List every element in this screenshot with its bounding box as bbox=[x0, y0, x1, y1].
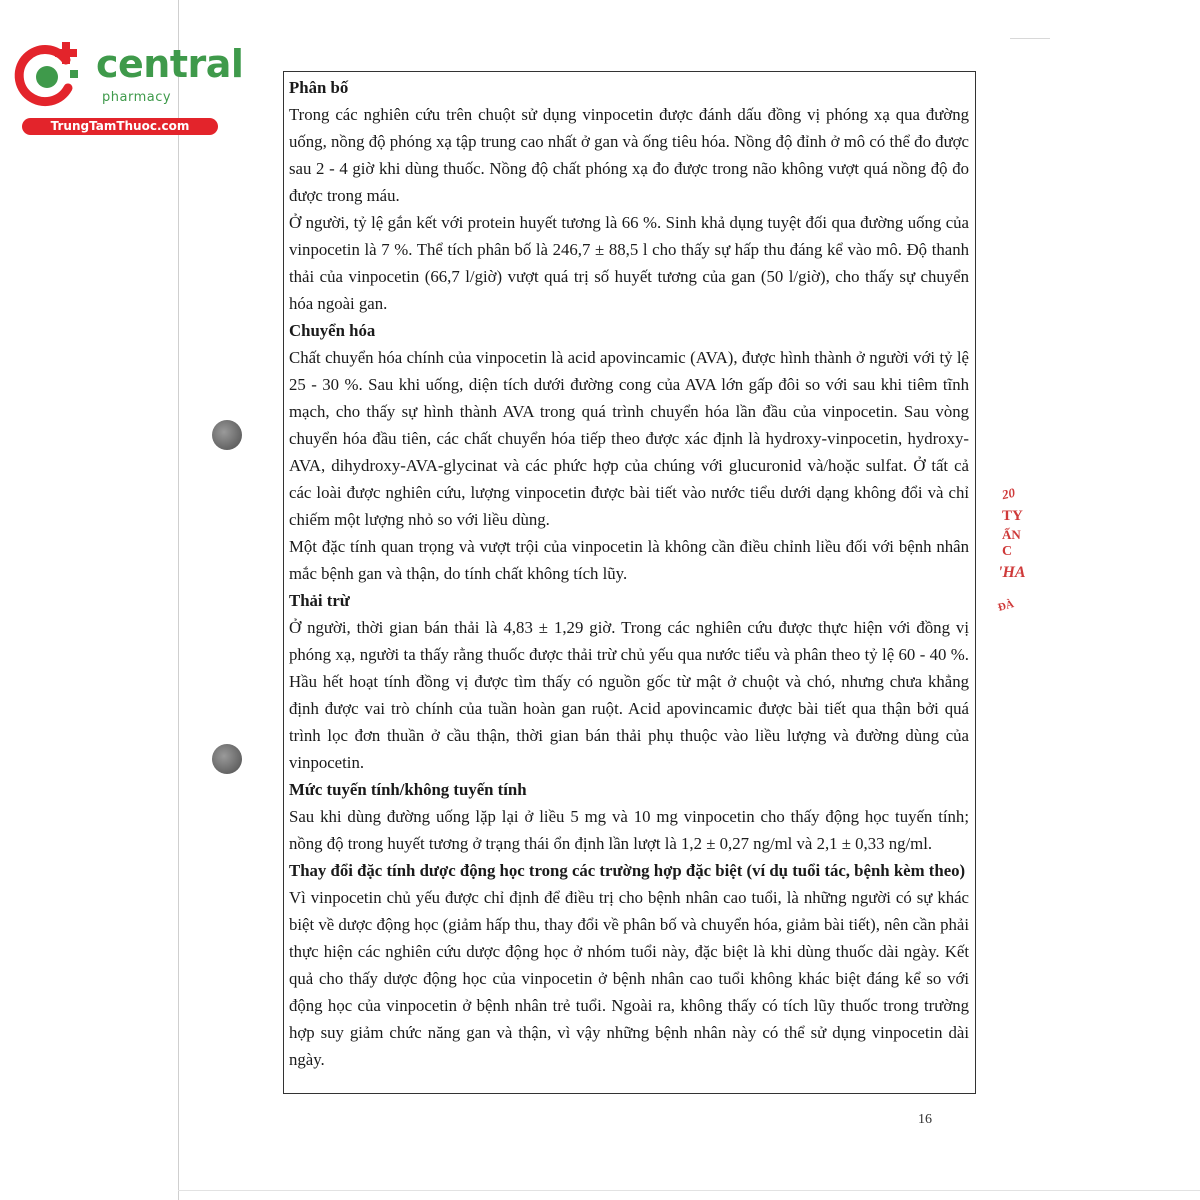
section-heading: Phân bố bbox=[289, 78, 349, 97]
page-edge-left bbox=[178, 0, 179, 1200]
section-paragraph: Trong các nghiên cứu trên chuột sử dụng vinpocetin được đánh dấu đồng vị phóng xạ qua đường uống, nồng độ phóng xạ tập trung cao nhất ở gan và ống tiêu hóa. Nồng độ đỉnh ở mô có thể đo được sau 2 - 4 giờ khi dùng thuốc. Nồng độ chất phóng xạ đo được trong não không vượt quá nồng độ đo được trong máu. bbox=[289, 105, 969, 205]
section-heading: Mức tuyến tính/không tuyến tính bbox=[289, 780, 527, 799]
stamp-text: TY bbox=[1002, 508, 1023, 524]
stamp-text: C bbox=[1002, 544, 1013, 559]
brand-subtitle: pharmacy bbox=[102, 90, 172, 105]
central-pharmacy-logo[interactable] bbox=[10, 36, 244, 136]
stamp-text: 20 bbox=[1000, 484, 1017, 503]
section-paragraph: Một đặc tính quan trọng và vượt trội của vinpocetin là không cần điều chỉnh liều đối với bệnh nhân mắc bệnh gan và thận, do tính chất không tích lũy. bbox=[289, 537, 969, 583]
section-paragraph: Sau khi dùng đường uống lặp lại ở liều 5 mg và 10 mg vinpocetin cho thấy động học tuyến tính; nồng độ trong huyết tương ở trạng thái ổn định lần lượt là 1,2 ± 0,27 ng/ml và 2,1 ± 0,33 ng/ml. bbox=[289, 807, 969, 853]
section-heading: Thải trừ bbox=[289, 591, 350, 610]
page-number: 16 bbox=[918, 1112, 932, 1127]
section-paragraph: Ở người, thời gian bán thải là 4,83 ± 1,29 giờ. Trong các nghiên cứu được thực hiện với đồng vị phóng xạ, người ta thấy rằng thuốc được thải trừ chủ yếu qua nước tiểu và phân theo tỷ lệ 60 - 40 %. Hầu hết hoạt tính đồng vị được tìm thấy có nguồn gốc từ mật ở chuột và chó, nhưng chưa khẳng định được vai trò chính của tuần hoàn gan ruột. Acid apovincamic được bài tiết qua thận bởi quá trình lọc đơn thuần ở cầu thận, thời gian bán thải phụ thuộc vào liều lượng và đường dùng của vinpocetin. bbox=[289, 618, 969, 772]
brand-name: central bbox=[96, 42, 244, 86]
punch-hole bbox=[212, 744, 242, 774]
stamp-text: ẤN bbox=[1002, 527, 1021, 542]
section-heading: Thay đổi đặc tính dược động học trong các trường hợp đặc biệt (ví dụ tuổi tác, bệnh kèm theo) bbox=[289, 861, 966, 880]
page-edge-bottom bbox=[178, 1190, 1200, 1191]
brand-url[interactable]: TrungTamThuoc.com bbox=[22, 118, 218, 135]
section-paragraph: Vì vinpocetin chủ yếu được chỉ định để điều trị cho bệnh nhân cao tuổi, là những người có sự khác biệt về dược động học (giảm hấp thu, thay đổi về phân bố và chuyển hóa, giảm bài tiết), nên cần phải thực hiện các nghiên cứu dược động học ở nhóm tuổi này, đặc biệt là khi dùng thuốc dài ngày. Kết quả cho thấy dược động học của vinpocetin ở bệnh nhân cao tuổi không khác biệt đáng kể so với động học của vinpocetin ở bệnh nhân trẻ tuổi. Ngoài ra, không thấy có tích lũy thuốc trong trường hợp suy giảm chức năng gan và thận, vì vậy những bệnh nhân này có thể sử dụng vinpocetin dài ngày. bbox=[289, 888, 969, 1069]
section-paragraph: Chất chuyển hóa chính của vinpocetin là acid apovincamic (AVA), được hình thành ở người với tỷ lệ 25 - 30 %. Sau khi uống, diện tích dưới đường cong của AVA lớn gấp đôi so với sau khi tiêm tĩnh mạch, cho thấy sự hình thành AVA trong quá trình chuyển hóa lần đầu của vinpocetin. Sau vòng chuyển hóa đầu tiên, các chất chuyển hóa tiếp theo được xác định là hydroxy-vinpocetin, hydroxy-AVA, dihydroxy-AVA-glycinat và các phức hợp của chúng với glucuronid và/hoặc sulfat. Ở tất cả các loài được nghiên cứu, lượng vinpocetin được bài tiết vào nước tiểu dưới dạng không đổi và chỉ chiếm một lượng nhỏ so với liều dùng. bbox=[289, 348, 969, 529]
section-paragraph: Ở người, tỷ lệ gắn kết với protein huyết tương là 66 %. Sinh khả dụng tuyệt đối qua đường uống của vinpocetin là 7 %. Thể tích phân bố là 246,7 ± 88,5 l cho thấy sự hấp thu đáng kể vào mô. Độ thanh thải của vinpocetin (66,7 l/giờ) vượt quá trị số huyết tương của gan (50 l/giờ), cho thấy sự chuyển hóa ngoài gan. bbox=[289, 213, 969, 313]
section-heading: Chuyển hóa bbox=[289, 321, 376, 340]
page-edge-top bbox=[1010, 38, 1050, 39]
punch-hole bbox=[212, 420, 242, 450]
stamp-text: 'HA bbox=[998, 564, 1026, 581]
red-stamp bbox=[990, 480, 1040, 630]
central-logo-icon bbox=[10, 36, 90, 116]
document-content bbox=[283, 71, 976, 1094]
stamp-text: ĐÀ bbox=[996, 598, 1016, 614]
